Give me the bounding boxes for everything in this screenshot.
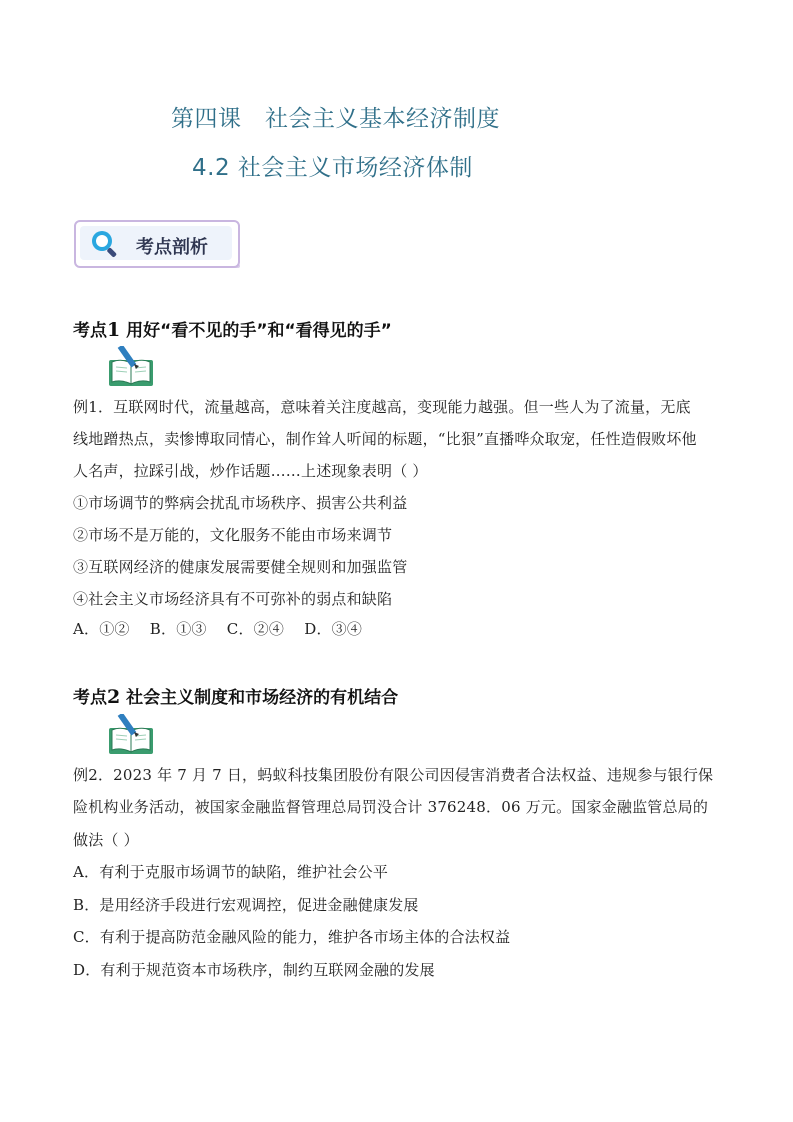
question-1-option-3: ③互联网经济的健康发展需要健全规则和加强监管	[73, 558, 408, 576]
question-1-line-1: 例1．互联网时代，流量越高，意味着关注度越高，变现能力越强。但一些人为了流量，无底	[73, 398, 691, 416]
question-1-option-2: ②市场不是万能的，文化服务不能由市场来调节	[73, 526, 393, 544]
section-title: 4.2 社会主义市场经济体制	[192, 155, 473, 181]
topic-2-number: 2	[107, 686, 121, 708]
question-2-option-c: C．有利于提高防范金融风险的能力，维护各市场主体的合法权益	[73, 928, 511, 946]
book-pencil-icon	[106, 346, 156, 388]
question-2-line-1: 例2．2023 年 7 月 7 日，蚂蚁科技集团股份有限公司因侵害消费者合法权益、违规参与银行保	[73, 766, 714, 784]
question-2-option-b: B．是用经济手段进行宏观调控，促进金融健康发展	[73, 896, 419, 914]
topic-2-text: 社会主义制度和市场经济的有机结合	[120, 688, 399, 708]
question-2-option-d: D．有利于规范资本市场秩序，制约互联网金融的发展	[73, 961, 435, 979]
topic-1-number: 1	[107, 319, 121, 341]
topic-1-text: 用好“看不见的手”和“看得见的手”	[120, 321, 392, 341]
question-1-answers: A．①② B．①③ C．②④ D．③④	[73, 620, 363, 638]
question-1-line-3: 人名声，拉踩引战，炒作话题……上述现象表明（ ）	[73, 462, 428, 480]
question-2-line-3: 做法（ ）	[73, 831, 139, 849]
topic-1-heading	[73, 316, 392, 341]
exam-points-badge	[74, 220, 240, 270]
book-pencil-icon	[106, 714, 156, 756]
question-2-line-2: 险机构业务活动，被国家金融监督管理总局罚没合计 376248．06 万元。国家金融监管总局的	[73, 798, 709, 816]
topic-2-prefix: 考点	[73, 688, 107, 708]
badge-label: 考点剖析	[136, 237, 208, 258]
topic-1-prefix: 考点	[73, 321, 107, 341]
question-2-option-a: A．有利于克服市场调节的缺陷，维护社会公平	[73, 863, 389, 881]
topic-2-heading	[73, 683, 398, 708]
lesson-title: 第四课 社会主义基本经济制度	[171, 106, 500, 132]
question-1-option-4: ④社会主义市场经济具有不可弥补的弱点和缺陷	[73, 590, 393, 608]
magnifier-icon	[88, 227, 122, 261]
question-1-option-1: ①市场调节的弊病会扰乱市场秩序、损害公共利益	[73, 494, 408, 512]
question-1-line-2: 线地蹭热点，卖惨博取同情心，制作耸人听闻的标题，“比狠”直播哗众取宠，任性造假败坏他	[73, 430, 697, 448]
